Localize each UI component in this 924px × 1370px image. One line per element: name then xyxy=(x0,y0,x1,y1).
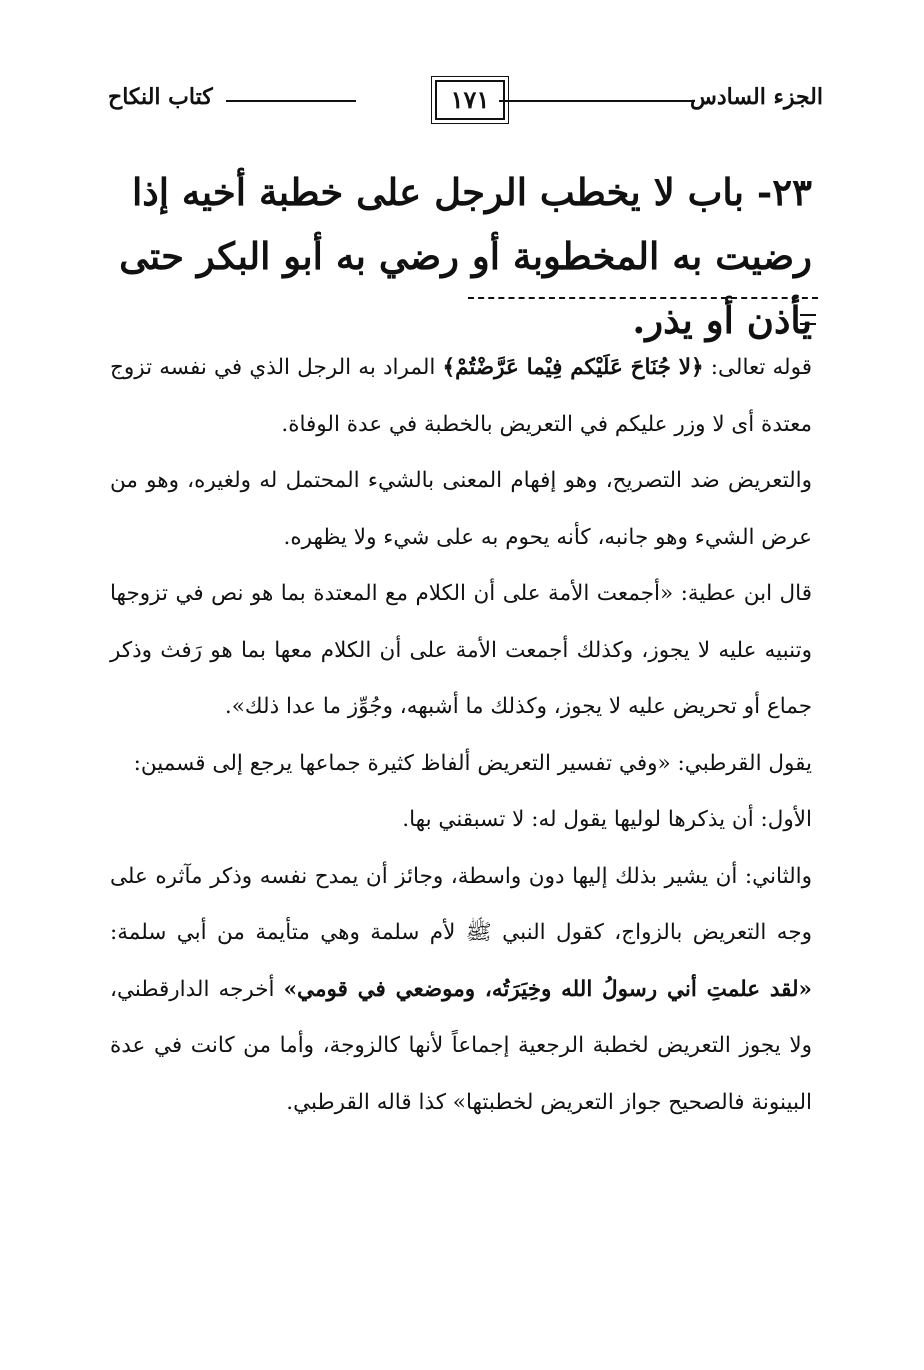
paragraph xyxy=(110,792,812,849)
running-header xyxy=(108,78,823,128)
heading-divider xyxy=(468,297,818,309)
paragraph-text: المراد به الرجل الذي في نفسه تزوج معتدة أى لا وزر عليكم في التعريض بالخطبة في عدة الوفاة. xyxy=(110,355,812,437)
paragraph xyxy=(110,736,812,793)
hadith-quote: «لقد علمتِ أني رسولُ الله وخِيَرَتُه، وموضعي في قومي» xyxy=(283,976,812,1002)
paragraph xyxy=(110,340,812,453)
body-text xyxy=(110,340,812,1131)
page-number: ١٧١ xyxy=(435,80,505,120)
quran-quote: ﴿لا جُنَاحَ عَلَيْكم فِيْما عَرَّضْتُمْ﴾ xyxy=(442,355,704,380)
paragraph-text: أخرجه الدارقطني، ولا يجوز التعريض لخطبة الرجعية إجماعاً لأنها كالزوجة، وأما من كانت في عدة البينونة فالصحيح جواز التعريض لخطبتها» كذا قاله القرطبي. xyxy=(110,976,812,1115)
heading-divider-mark xyxy=(800,314,816,325)
paragraph xyxy=(110,566,812,736)
paragraph-text: قوله تعالى: xyxy=(703,355,812,380)
paragraph-text: يقول القرطبي: «وفي تفسير التعريض ألفاظ كثيرة جماعها يرجع إلى قسمين: xyxy=(133,750,812,776)
header-rule xyxy=(499,100,695,102)
paragraph xyxy=(110,849,812,1132)
paragraph-text: الأول: أن يذكرها لوليها يقول له: لا تسبقني بها. xyxy=(402,807,812,832)
paragraph-text: قال ابن عطية: «أجمعت الأمة على أن الكلام مع المعتدة بما هو نص في تزوجها وتنبيه عليه لا يجوز، وكذلك أجمعت الأمة على أن الكلام معها بما هو رَفث وذكر جماع أو تحريض عليه لا يجوز، وكذلك ما أشبهه، وجُوِّز ما عدا ذلك». xyxy=(110,581,812,719)
paragraph-text: والثاني: أن يشير بذلك إليها دون واسطة، وجائز أن يمدح نفسه وذكر مآثره على وجه التعريض بالزواج، كقول النبي ﷺ لأم سلمة وهي متأيمة من أبي سلمة: xyxy=(110,863,812,945)
paragraph-text: والتعريض ضد التصريح، وهو إفهام المعنى بالشيء المحتمل له ولغيره، وهو من عرض الشيء وهو جانبه، كأنه يحوم به على شيء ولا يظهره. xyxy=(110,468,812,550)
paragraph xyxy=(110,453,812,566)
book-title: كتاب النكاح xyxy=(108,84,213,110)
volume-label: الجزء السادس xyxy=(690,84,823,110)
chapter-heading: ٢٣- باب لا يخطب الرجل على خطبة أخيه إذا رضيت به المخطوبة أو رضي به أبو البكر حتى يأذن أو يذر. xyxy=(119,170,812,342)
header-rule xyxy=(226,100,356,102)
